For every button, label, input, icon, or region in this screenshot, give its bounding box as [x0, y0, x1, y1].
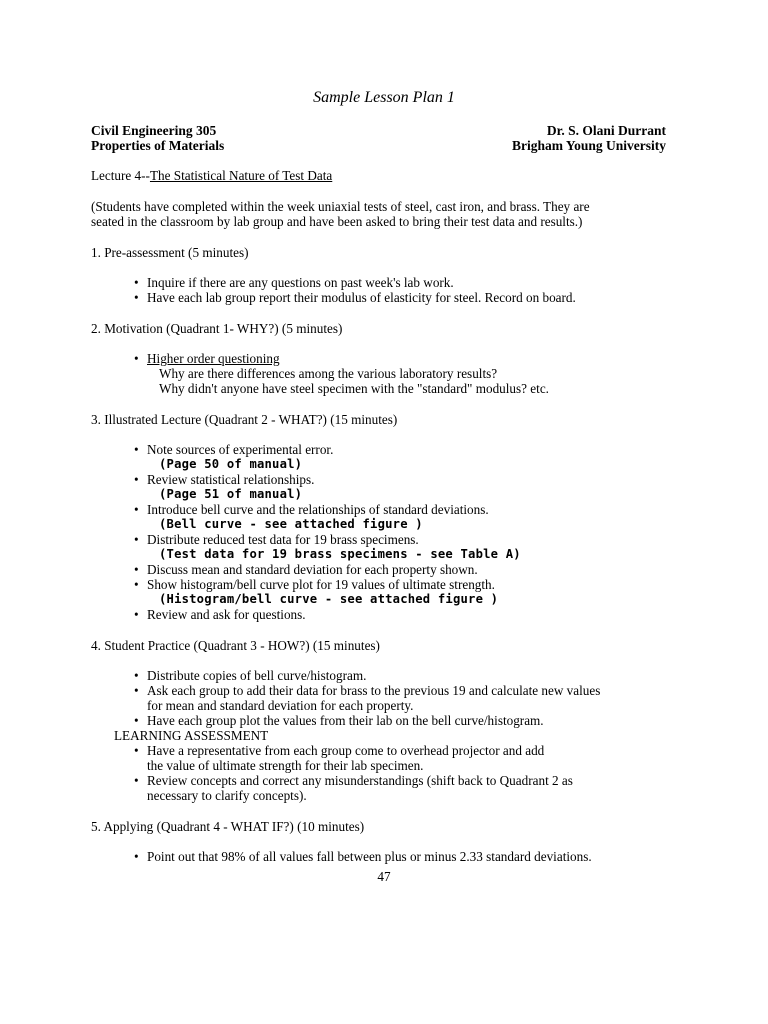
lecture-line	[91, 168, 332, 183]
instructor-info	[512, 123, 666, 153]
s3-ref-1: (Page 50 of manual)	[159, 457, 303, 471]
lecture-topic: The Statistical Nature of Test Data	[149, 168, 333, 183]
instructor-name: Dr. S. Olani Durrant	[546, 123, 666, 138]
bullet-marker: •	[134, 773, 139, 788]
bullet-marker: •	[134, 562, 139, 577]
learning-assessment-label: LEARNING ASSESSMENT	[114, 728, 269, 743]
section-2-heading: 2. Motivation (Quadrant 1- WHY?) (5 minutes)	[91, 321, 343, 336]
s4-item-4b: the value of ultimate strength for their lab specimen.	[147, 758, 424, 773]
bullet-marker: •	[134, 849, 139, 864]
s4-item-5a: Review concepts and correct any misunderstandings (shift back to Quadrant 2 as	[147, 773, 573, 788]
bullet-marker: •	[134, 713, 139, 728]
bullet-marker: •	[134, 532, 139, 547]
s2-question-2: Why didn't anyone have steel specimen with the "standard" modulus? etc.	[159, 381, 549, 396]
section-5-heading: 5. Applying (Quadrant 4 - WHAT IF?) (10 minutes)	[91, 819, 365, 834]
s3-ref-6: (Histogram/bell curve - see attached figure )	[159, 592, 499, 606]
section-3-heading: 3. Illustrated Lecture (Quadrant 2 - WHAT?) (15 minutes)	[91, 412, 398, 427]
page-title: Sample Lesson Plan 1	[313, 89, 455, 106]
course-info	[91, 123, 224, 153]
bullet-marker: •	[134, 668, 139, 683]
s4-item-2b: for mean and standard deviation for each property.	[147, 698, 414, 713]
bullet-marker: •	[134, 442, 139, 457]
bullet-marker: •	[134, 290, 139, 305]
section-1-heading: 1. Pre-assessment (5 minutes)	[91, 245, 249, 260]
bullet-marker: •	[134, 743, 139, 758]
s3-ref-2: (Page 51 of manual)	[159, 487, 303, 501]
s3-item-2: Review statistical relationships.	[147, 472, 315, 487]
s4-item-3: Have each group plot the values from their lab on the bell curve/histogram.	[147, 713, 544, 728]
s3-ref-3: (Bell curve - see attached figure )	[159, 517, 423, 531]
s4-item-5b: necessary to clarify concepts).	[147, 788, 307, 803]
intro-line-1: (Students have completed within the week uniaxial tests of steel, cast iron, and brass. They are	[91, 199, 590, 214]
s3-item-5: Discuss mean and standard deviation for each property shown.	[147, 562, 478, 577]
s2-question-1: Why are there differences among the various laboratory results?	[159, 366, 498, 381]
s5-item-1: Point out that 98% of all values fall between plus or minus 2.33 standard deviations.	[147, 849, 592, 864]
bullet-marker: •	[134, 351, 139, 366]
bullet-marker: •	[134, 607, 139, 622]
page-number: 47	[377, 869, 391, 884]
s3-item-6: Show histogram/bell curve plot for 19 values of ultimate strength.	[147, 577, 495, 592]
lecture-prefix: Lecture 4--	[91, 168, 150, 183]
s3-item-7: Review and ask for questions.	[147, 607, 306, 622]
s1-item-1: Inquire if there are any questions on past week's lab work.	[147, 275, 454, 290]
bullet-marker: •	[134, 502, 139, 517]
s4-item-1: Distribute copies of bell curve/histogram.	[147, 668, 367, 683]
section-4-heading: 4. Student Practice (Quadrant 3 - HOW?) (15 minutes)	[91, 638, 380, 653]
institution-name: Brigham Young University	[511, 138, 666, 153]
s3-ref-4: (Test data for 19 brass specimens - see Table A)	[159, 547, 521, 561]
course-subtitle: Properties of Materials	[91, 138, 225, 153]
bullet-marker: •	[134, 472, 139, 487]
bullet-marker: •	[134, 577, 139, 592]
s2-item-1: Higher order questioning	[147, 351, 280, 366]
course-name: Civil Engineering 305	[91, 123, 217, 138]
s3-item-1: Note sources of experimental error.	[147, 442, 334, 457]
s1-item-2: Have each lab group report their modulus of elasticity for steel. Record on board.	[147, 290, 576, 305]
intro-line-2: seated in the classroom by lab group and have been asked to bring their test data and results.)	[91, 214, 583, 229]
bullet-marker: •	[134, 683, 139, 698]
s3-item-3: Introduce bell curve and the relationships of standard deviations.	[147, 502, 489, 517]
s4-item-2a: Ask each group to add their data for brass to the previous 19 and calculate new values	[147, 683, 601, 698]
s4-item-4a: Have a representative from each group come to overhead projector and add	[147, 743, 545, 758]
bullet-marker: •	[134, 275, 139, 290]
s3-item-4: Distribute reduced test data for 19 brass specimens.	[147, 532, 419, 547]
